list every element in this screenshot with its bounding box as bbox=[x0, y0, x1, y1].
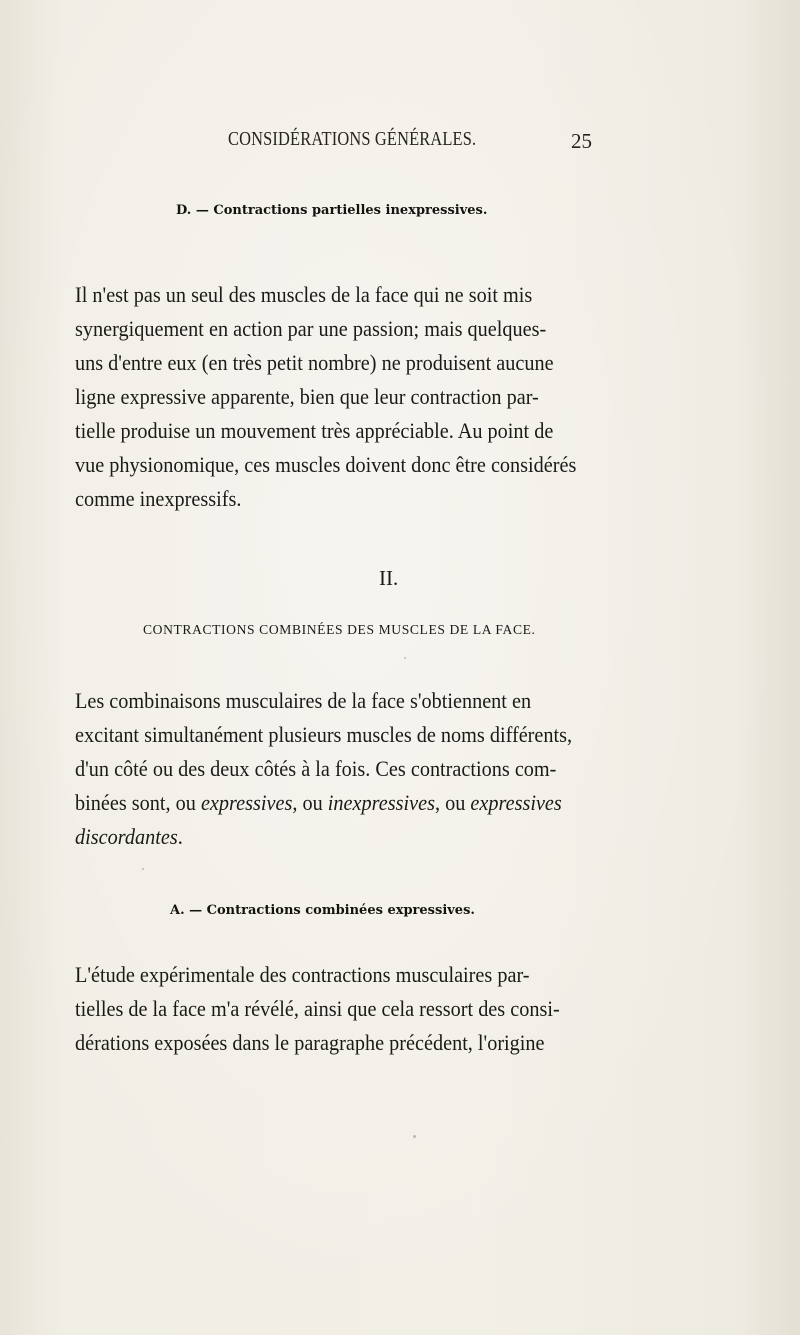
paper-speck bbox=[142, 868, 144, 870]
subsection-heading-d: D. — Contractions partielles inexpressives. bbox=[176, 203, 488, 218]
text-line: excitant simultanément plusieurs muscles de noms différents, bbox=[75, 722, 573, 747]
text-line bbox=[75, 820, 553, 854]
text-line: d'un côté ou des deux côtés à la fois. Ces contractions com- bbox=[75, 756, 557, 781]
separator: , ou bbox=[292, 790, 328, 815]
paper-speck bbox=[404, 657, 406, 659]
text-line: ligne expressive apparente, bien que leur contraction par- bbox=[75, 384, 539, 409]
text-line: comme inexpressifs. bbox=[75, 486, 242, 511]
period: . bbox=[177, 824, 183, 849]
separator: , ou bbox=[434, 790, 471, 815]
subsection-heading-a: A. — Contractions combinées expressives. bbox=[170, 903, 475, 918]
page-number: 25 bbox=[571, 129, 592, 153]
text-line: uns d'entre eux (en très petit nombre) ne produisent aucune bbox=[75, 350, 554, 375]
running-head: CONSIDÉRATIONS GÉNÉRALES. bbox=[228, 128, 477, 150]
paper-speck bbox=[413, 1135, 416, 1138]
italic-term: inexpressives bbox=[327, 790, 435, 815]
text-line: dérations exposées dans le paragraphe précédent, l'origine bbox=[75, 1030, 545, 1055]
text-line bbox=[75, 786, 562, 820]
paragraph-inexpressive-muscles bbox=[75, 278, 595, 516]
text-line: synergiquement en action par une passion; mais quelques- bbox=[75, 316, 547, 341]
text-line: L'étude expérimentale des contractions musculaires par- bbox=[75, 962, 530, 987]
section-numeral: II. bbox=[379, 566, 399, 590]
text-line: tielles de la face m'a révélé, ainsi que cela ressort des consi- bbox=[75, 996, 560, 1021]
text-line: tielle produise un mouvement très appréciable. Au point de bbox=[75, 418, 554, 443]
text-line: vue physionomique, ces muscles doivent donc être considérés bbox=[75, 452, 577, 477]
paragraph-experimental-study bbox=[75, 958, 595, 1060]
italic-term: expressives bbox=[470, 790, 562, 815]
text-line: Il n'est pas un seul des muscles de la face qui ne soit mis bbox=[75, 282, 533, 307]
italic-term: discordantes bbox=[75, 824, 178, 849]
section-title: CONTRACTIONS COMBINÉES DES MUSCLES DE LA FACE. bbox=[143, 622, 536, 637]
line-text: binées sont, ou bbox=[75, 790, 201, 815]
italic-term: expressives bbox=[200, 790, 293, 815]
paragraph-combined-contractions bbox=[75, 684, 595, 854]
text-line: Les combinaisons musculaires de la face s'obtiennent en bbox=[75, 688, 532, 713]
